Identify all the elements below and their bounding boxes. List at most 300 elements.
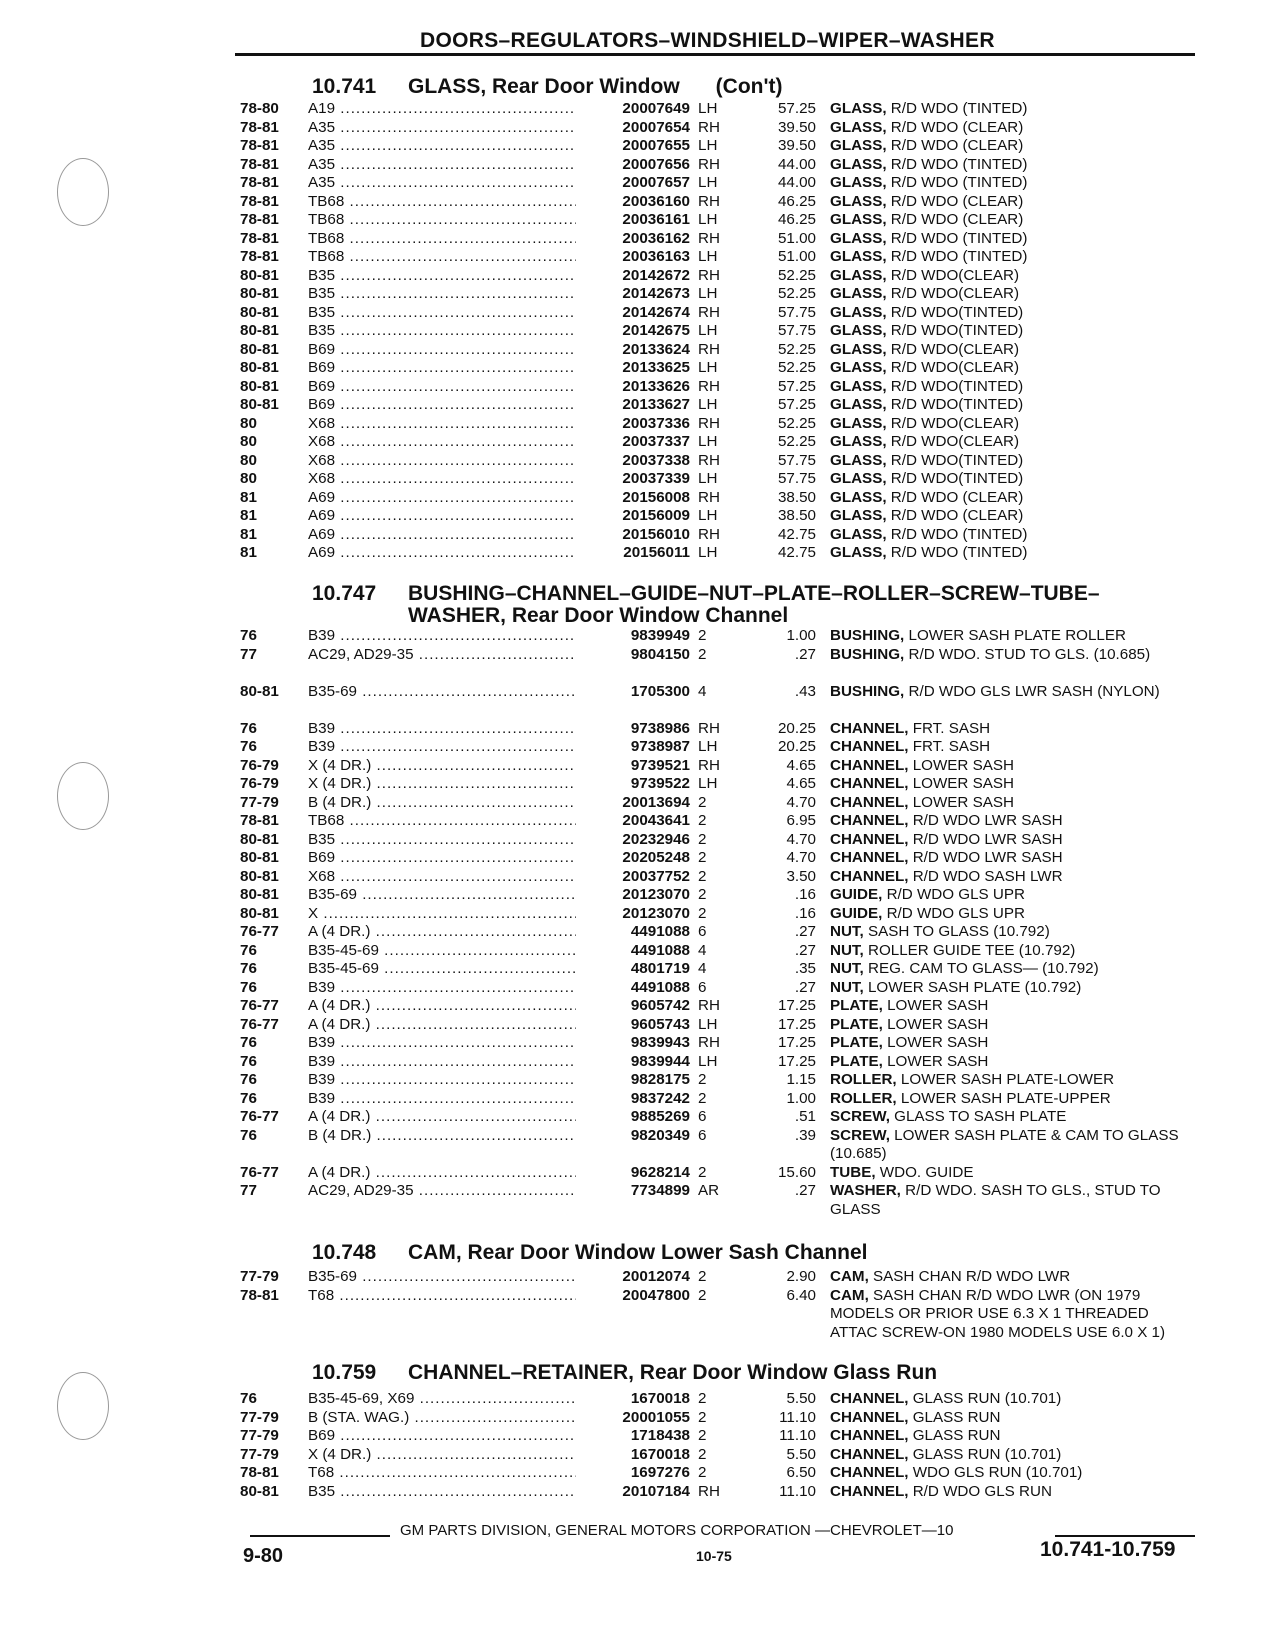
- part-detail: GLASS RUN (10.701): [912, 1445, 1062, 1463]
- part-number: 20036161: [622, 211, 690, 228]
- price: 5.50: [786, 1445, 816, 1463]
- part-name: CHANNEL,: [830, 867, 909, 885]
- quantity: 6: [698, 978, 707, 996]
- table-row: [240, 683, 1190, 720]
- model-year: 78-81: [240, 211, 279, 228]
- model-code: B69 .....: [308, 378, 576, 397]
- model-code: B39 .....: [308, 627, 576, 646]
- model-year: 76: [240, 1034, 257, 1051]
- model-year: 76-77: [240, 1015, 279, 1033]
- quantity: 2: [698, 1427, 707, 1444]
- part-description: [830, 211, 1190, 230]
- part-name: CAM,: [830, 1268, 869, 1285]
- part-detail: LOWER SASH PLATE ROLLER: [908, 627, 1126, 644]
- part-detail: R/D WDO. STUD TO GLS. (10.685): [908, 645, 1151, 663]
- part-name: CHANNEL,: [830, 719, 909, 737]
- model-code: B39 .....: [308, 979, 576, 998]
- quantity: LH: [698, 174, 718, 191]
- part-detail: R/D WDO LWR SASH: [912, 849, 1063, 866]
- model-code: B69 .....: [308, 1427, 576, 1446]
- part-name: NUT,: [830, 978, 864, 996]
- quantity: RH: [698, 719, 720, 737]
- model-year: 76: [240, 1126, 257, 1144]
- section-title-10748: [312, 1242, 868, 1264]
- quantity: LH: [698, 1015, 718, 1033]
- table-row: [240, 646, 1190, 683]
- header-rule: [235, 53, 1195, 56]
- part-detail: R/D WDO GLS RUN: [912, 1482, 1052, 1500]
- model-code: B39 .....: [308, 1053, 576, 1072]
- model-year: 76: [240, 719, 257, 737]
- part-name: GLASS,: [830, 470, 887, 487]
- model-code: B39 .....: [308, 1034, 576, 1053]
- part-description: [830, 415, 1190, 434]
- part-description: [830, 775, 1190, 794]
- model-year: 80-81: [240, 322, 279, 339]
- part-number: 20142675: [622, 322, 690, 339]
- part-number: 20007657: [622, 174, 690, 191]
- part-description: [830, 960, 1190, 979]
- table-row: [240, 119, 1190, 138]
- part-description: [830, 905, 1190, 924]
- part-number: 9820349: [630, 1126, 690, 1144]
- part-name: GLASS,: [830, 137, 887, 154]
- model-year: 77: [240, 1182, 257, 1199]
- table-row: [240, 775, 1190, 794]
- part-detail: R/D WDO(TINTED): [890, 451, 1024, 469]
- price: 20.25: [777, 719, 816, 737]
- part-name: CHANNEL,: [830, 1408, 909, 1426]
- table-row: [240, 627, 1190, 646]
- part-description: [830, 378, 1190, 397]
- model-year: 76-77: [240, 1108, 279, 1125]
- quantity: LH: [698, 322, 718, 339]
- model-year: 80-81: [240, 303, 279, 321]
- part-description: [830, 156, 1190, 175]
- model-year: 80-81: [240, 377, 279, 395]
- price: 44.00: [777, 174, 816, 191]
- part-detail: GLASS RUN: [912, 1427, 1001, 1444]
- price: 42.75: [777, 544, 816, 561]
- part-description: [830, 1071, 1190, 1090]
- model-code: B69 .....: [308, 359, 576, 378]
- part-number: 20007656: [622, 155, 690, 173]
- table-row: [240, 507, 1190, 526]
- part-detail: LOWER SASH: [887, 1015, 989, 1033]
- quantity: 6: [698, 1126, 707, 1144]
- part-detail: WDO. GUIDE: [879, 1163, 974, 1181]
- table-row: [240, 267, 1190, 286]
- part-description: [830, 1108, 1190, 1127]
- part-detail: R/D WDO (CLEAR): [890, 211, 1024, 228]
- quantity: 2: [698, 867, 707, 885]
- binder-hole: [57, 1372, 109, 1440]
- price: 11.10: [779, 1482, 816, 1500]
- part-description: [830, 997, 1190, 1016]
- price: 51.00: [777, 248, 816, 265]
- continued-label: (Con't): [715, 75, 783, 98]
- quantity: RH: [698, 756, 720, 774]
- part-name: ROLLER,: [830, 1071, 897, 1088]
- part-name: GLASS,: [830, 174, 887, 191]
- price: 38.50: [777, 488, 816, 506]
- binder-hole: [57, 158, 109, 226]
- table-row: [240, 979, 1190, 998]
- part-detail: R/D WDO (TINTED): [890, 155, 1028, 173]
- table-row: [240, 489, 1190, 508]
- part-name: GLASS,: [830, 285, 887, 302]
- part-number: 20133625: [622, 359, 690, 376]
- part-description: [830, 886, 1190, 905]
- table-row: [240, 100, 1190, 119]
- part-detail: LOWER SASH PLATE & CAM TO GLASS (10.685): [830, 1126, 1179, 1162]
- part-description: [830, 1016, 1190, 1035]
- model-code: B35-69 .....: [308, 886, 576, 905]
- model-code: B35 .....: [308, 267, 576, 286]
- footer-rule-left: [250, 1535, 390, 1537]
- part-name: BUSHING,: [830, 627, 905, 644]
- part-description: [830, 433, 1190, 452]
- model-year: 76: [240, 960, 257, 977]
- part-detail: LOWER SASH: [887, 1034, 989, 1051]
- part-description: [830, 738, 1190, 757]
- part-number: 9605742: [630, 997, 690, 1014]
- quantity: 2: [698, 812, 707, 829]
- model-year: 76: [240, 1089, 257, 1107]
- part-name: GLASS,: [830, 525, 887, 543]
- section-heading: CAM, Rear Door Window Lower Sash Channel: [408, 1241, 868, 1264]
- model-code: X68 .....: [308, 433, 576, 452]
- part-name: CHANNEL,: [830, 793, 909, 811]
- part-name: GLASS,: [830, 211, 887, 228]
- part-detail: R/D WDO(CLEAR): [890, 266, 1020, 284]
- model-code: B69 .....: [308, 341, 576, 360]
- part-number: 9739521: [630, 756, 690, 774]
- part-description: [830, 489, 1190, 508]
- part-description: [830, 1446, 1190, 1465]
- model-year: 80: [240, 451, 257, 469]
- price: 52.25: [777, 285, 816, 302]
- model-year: 77-79: [240, 1408, 279, 1426]
- table-row: [240, 757, 1190, 776]
- part-detail: LOWER SASH: [912, 775, 1014, 792]
- price: .27: [794, 978, 816, 996]
- table-row: [240, 886, 1190, 905]
- part-number: 20037337: [622, 433, 690, 450]
- model-year: 78-81: [240, 812, 279, 829]
- part-detail: R/D WDO GLS LWR SASH (NYLON): [908, 682, 1160, 700]
- part-detail: R/D WDO (CLEAR): [890, 137, 1024, 154]
- part-description: [830, 100, 1190, 119]
- part-description: [830, 831, 1190, 850]
- price: 52.25: [777, 266, 816, 284]
- part-number: 20037336: [622, 414, 690, 432]
- table-row: [240, 341, 1190, 360]
- model-code: B39 .....: [308, 720, 576, 739]
- model-year: 80-81: [240, 830, 279, 848]
- model-code: X (4 DR.) .....: [308, 757, 576, 776]
- table-row: [240, 544, 1190, 563]
- model-year: 80-81: [240, 682, 279, 700]
- part-number: 20133624: [622, 340, 690, 358]
- model-code: A35 .....: [308, 174, 576, 193]
- price: 5.50: [786, 1390, 816, 1407]
- part-detail: R/D WDO GLS UPR: [886, 886, 1025, 903]
- model-year: 77-79: [240, 1427, 279, 1444]
- model-year: 76-77: [240, 1163, 279, 1181]
- price: 39.50: [777, 118, 816, 136]
- section-heading: BUSHING–CHANNEL–GUIDE–NUT–PLATE–ROLLER–SCREW–TUBE–: [408, 582, 1100, 605]
- part-name: CHANNEL,: [830, 1445, 909, 1463]
- model-code: B35 .....: [308, 304, 576, 323]
- part-number: 20107184: [622, 1482, 690, 1500]
- table-row: [240, 526, 1190, 545]
- part-number: 20123070: [622, 886, 690, 903]
- part-description: [830, 248, 1190, 267]
- quantity: LH: [698, 738, 718, 755]
- quantity: LH: [698, 396, 718, 413]
- page-header: DOORS–REGULATORS–WINDSHIELD–WIPER–WASHER: [420, 29, 995, 52]
- part-name: CHANNEL,: [830, 756, 909, 774]
- part-description: [830, 396, 1190, 415]
- part-name: GLASS,: [830, 451, 887, 469]
- price: 46.25: [777, 211, 816, 228]
- part-number: 9628214: [630, 1163, 690, 1181]
- price: 17.25: [777, 997, 816, 1014]
- quantity: RH: [698, 1482, 720, 1500]
- part-detail: R/D WDO (CLEAR): [890, 488, 1024, 506]
- part-detail: SASH CHAN R/D WDO LWR (ON 1979 MODELS OR PRIOR USE 6.3 X 1 THREADED ATTAC SCREW-ON 1980 MODELS USE 6.0 X 1): [830, 1286, 1166, 1341]
- model-year: 77-79: [240, 1268, 279, 1285]
- parts-list-10748: [240, 1268, 1190, 1361]
- model-code: AC29, AD29-35 .....: [308, 1182, 576, 1201]
- model-year: 81: [240, 507, 257, 524]
- model-year: 80-81: [240, 886, 279, 903]
- part-name: WASHER,: [830, 1182, 901, 1199]
- quantity: RH: [698, 377, 720, 395]
- quantity: 2: [698, 645, 707, 663]
- model-code: TB68 .....: [308, 248, 576, 267]
- table-row: [240, 905, 1190, 924]
- model-code: B (4 DR.) .....: [308, 1127, 576, 1146]
- table-row: [240, 193, 1190, 212]
- model-year: 78-81: [240, 155, 279, 173]
- table-row: [240, 1182, 1190, 1219]
- table-row: [240, 1390, 1190, 1409]
- price: 52.25: [777, 414, 816, 432]
- model-year: 77-79: [240, 1445, 279, 1463]
- part-description: [830, 507, 1190, 526]
- section-number: 10.748: [312, 1241, 377, 1264]
- table-row: [240, 997, 1190, 1016]
- model-code: B35 .....: [308, 831, 576, 850]
- part-detail: LOWER SASH PLATE (10.792): [867, 978, 1082, 996]
- table-row: [240, 1090, 1190, 1109]
- model-code: B39 .....: [308, 1090, 576, 1109]
- model-code: B39 .....: [308, 1071, 576, 1090]
- quantity: LH: [698, 285, 718, 302]
- part-name: CHANNEL,: [830, 738, 909, 755]
- part-name: GLASS,: [830, 507, 887, 524]
- part-detail: R/D WDO(TINTED): [890, 322, 1024, 339]
- part-name: GLASS,: [830, 303, 887, 321]
- quantity: 2: [698, 830, 707, 848]
- quantity: 2: [698, 1089, 707, 1107]
- price: .35: [794, 960, 816, 977]
- part-name: GLASS,: [830, 377, 887, 395]
- part-description: [830, 193, 1190, 212]
- part-detail: ROLLER GUIDE TEE (10.792): [867, 941, 1076, 959]
- model-year: 80-81: [240, 340, 279, 358]
- part-name: CAM,: [830, 1286, 869, 1304]
- quantity: 2: [698, 1408, 707, 1426]
- part-detail: R/D WDO (CLEAR): [890, 192, 1024, 210]
- model-year: 78-81: [240, 248, 279, 265]
- part-name: CHANNEL,: [830, 1482, 909, 1500]
- part-detail: R/D WDO (TINTED): [890, 248, 1028, 265]
- part-description: [830, 526, 1190, 545]
- model-code: X68 .....: [308, 470, 576, 489]
- part-detail: LOWER SASH: [912, 793, 1014, 811]
- part-detail: R/D WDO GLS UPR: [886, 904, 1025, 922]
- quantity: RH: [698, 192, 720, 210]
- quantity: 6: [698, 923, 707, 940]
- part-name: GLASS,: [830, 266, 887, 284]
- section-number: 10.759: [312, 1361, 377, 1384]
- section-heading-line2: WASHER, Rear Door Window Channel: [408, 604, 789, 627]
- part-name: TUBE,: [830, 1163, 876, 1181]
- part-description: [830, 1390, 1190, 1409]
- table-row: [240, 1287, 1190, 1361]
- quantity: LH: [698, 544, 718, 561]
- model-year: 78-81: [240, 229, 279, 247]
- part-detail: R/D WDO(TINTED): [890, 396, 1024, 413]
- model-year: 76-79: [240, 775, 279, 792]
- model-year: 81: [240, 488, 257, 506]
- part-name: PLATE,: [830, 1015, 883, 1033]
- price: 3.50: [786, 867, 816, 885]
- price: 17.25: [777, 1052, 816, 1070]
- parts-list-10741: [240, 100, 1190, 563]
- price: 57.75: [777, 322, 816, 339]
- model-code: A (4 DR.) .....: [308, 923, 576, 942]
- part-name: CHANNEL,: [830, 812, 909, 829]
- table-row: [240, 1464, 1190, 1483]
- parts-list-10747: [240, 627, 1190, 1219]
- part-description: [830, 1127, 1190, 1164]
- part-name: CHANNEL,: [830, 849, 909, 866]
- quantity: LH: [698, 775, 718, 792]
- part-name: GLASS,: [830, 155, 887, 173]
- model-year: 76: [240, 1390, 257, 1407]
- quantity: RH: [698, 303, 720, 321]
- price: 42.75: [777, 525, 816, 543]
- part-name: GLASS,: [830, 544, 887, 561]
- quantity: 2: [698, 1163, 707, 1181]
- table-row: [240, 137, 1190, 156]
- part-number: 9839944: [630, 1052, 690, 1070]
- model-year: 81: [240, 525, 257, 543]
- quantity: LH: [698, 137, 718, 154]
- part-description: [830, 1268, 1190, 1287]
- part-description: [830, 1287, 1190, 1343]
- part-number: 20142673: [622, 285, 690, 302]
- model-code: B35 .....: [308, 1483, 576, 1502]
- part-name: GLASS,: [830, 100, 887, 117]
- part-number: 20123070: [622, 904, 690, 922]
- section-number: 10.741: [312, 75, 377, 98]
- model-code: B (4 DR.) .....: [308, 794, 576, 813]
- quantity: 2: [698, 904, 707, 922]
- table-row: [240, 285, 1190, 304]
- price: 57.75: [777, 451, 816, 469]
- model-year: 80: [240, 433, 257, 450]
- model-year: 80-81: [240, 849, 279, 866]
- part-name: GLASS,: [830, 488, 887, 506]
- part-detail: R/D WDO(CLEAR): [890, 433, 1020, 450]
- part-number: 9837242: [630, 1089, 690, 1107]
- part-number: 9738986: [630, 719, 690, 737]
- part-description: [830, 849, 1190, 868]
- table-row: [240, 378, 1190, 397]
- part-name: CHANNEL,: [830, 1390, 909, 1407]
- price: 6.95: [786, 812, 816, 829]
- model-code: B69 .....: [308, 396, 576, 415]
- part-detail: R/D WDO SASH LWR: [912, 867, 1063, 885]
- table-row: [240, 1108, 1190, 1127]
- part-number: 20007655: [622, 137, 690, 154]
- model-code: TB68 .....: [308, 230, 576, 249]
- price: 4.65: [786, 756, 816, 774]
- part-number: 20036160: [622, 192, 690, 210]
- part-number: 9804150: [630, 645, 690, 663]
- quantity: RH: [698, 118, 720, 136]
- model-code: X68 .....: [308, 415, 576, 434]
- table-row: [240, 156, 1190, 175]
- part-name: GLASS,: [830, 414, 887, 432]
- part-number: 9885269: [630, 1108, 690, 1125]
- price: 11.10: [779, 1427, 816, 1444]
- part-name: GLASS,: [830, 192, 887, 210]
- part-detail: R/D WDO(CLEAR): [890, 285, 1020, 302]
- part-description: [830, 979, 1190, 998]
- price: .39: [794, 1126, 816, 1144]
- part-description: [830, 174, 1190, 193]
- quantity: 4: [698, 941, 707, 959]
- part-number: 20156010: [622, 525, 690, 543]
- price: .27: [794, 1182, 816, 1199]
- part-name: GLASS,: [830, 396, 887, 413]
- part-name: BUSHING,: [830, 682, 905, 700]
- table-row: [240, 248, 1190, 267]
- part-name: CHANNEL,: [830, 775, 909, 792]
- part-name: PLATE,: [830, 997, 883, 1014]
- part-description: [830, 1483, 1190, 1502]
- part-number: 20142672: [622, 266, 690, 284]
- table-row: [240, 1164, 1190, 1183]
- quantity: AR: [698, 1182, 720, 1199]
- table-row: [240, 831, 1190, 850]
- table-row: [240, 1127, 1190, 1164]
- part-number: 20007649: [622, 100, 690, 117]
- part-number: 20036162: [622, 229, 690, 247]
- model-code: X68 .....: [308, 452, 576, 471]
- part-number: 20036163: [622, 248, 690, 265]
- quantity: 2: [698, 793, 707, 811]
- model-year: 78-81: [240, 174, 279, 191]
- part-detail: LOWER SASH PLATE-LOWER: [900, 1071, 1115, 1088]
- part-number: 20037338: [622, 451, 690, 469]
